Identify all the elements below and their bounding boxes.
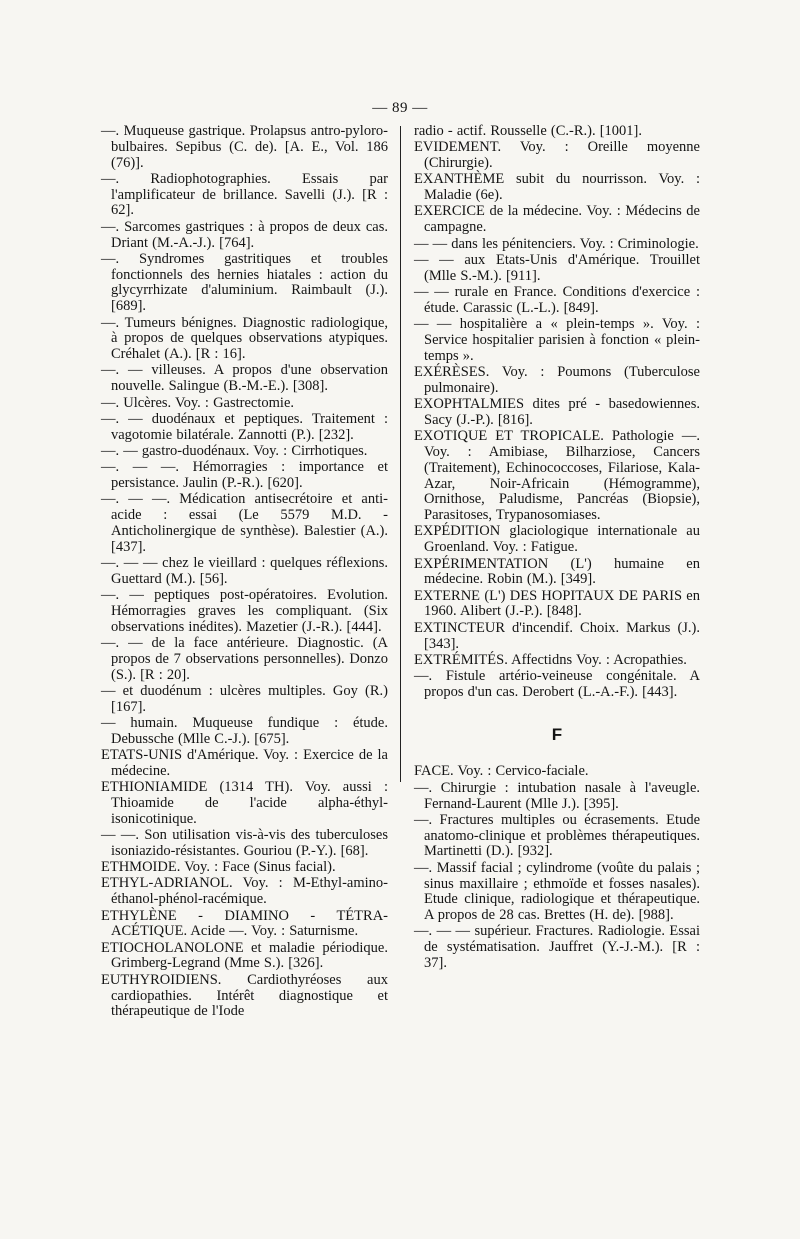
index-entry: EXPÉRIMENTATION (L') humaine en médecine. Robin (M.). [349].: [414, 555, 700, 588]
index-entry: ETHYL-ADRIANOL. Voy. : M-Ethyl-amino-éthanol-phénol-racémique.: [101, 875, 388, 908]
index-entry: ETHIONIAMIDE (1314 TH). Voy. aussi : Thioamide de l'acide alpha-éthyl-isonicotinique.: [101, 779, 388, 827]
index-entry: ETHMOIDE. Voy. : Face (Sinus facial).: [101, 859, 336, 876]
index-entry: —. — — chez le vieillard : quelques réflexions. Guettard (M.). [56].: [101, 555, 388, 587]
index-entry: — —. Son utilisation vis-à-vis des tuberculoses isoniazido-résistantes. Gouriou (P.-Y.). [68].: [101, 827, 388, 859]
page-number: — 89 —: [372, 100, 428, 116]
index-entry: EXOTIQUE ET TROPICALE. Pathologie —. Voy. : Amibiase, Bilharziose, Cancers (Traitement), Echinococcoses, Filariose, Kala-Azar, Noir-Africain (Hémogramme), Ornithose, Paludisme, Pancréas (Biopsie), Parasitoses, Trypanosomiases.: [414, 428, 700, 524]
index-entry: —. Muqueuse gastrique. Prolapsus antro-pyloro-bulbaires. Sepibus (C. de). [A. E., Vol. 186 (76)].: [101, 123, 388, 171]
index-entry: —. — —. Hémorragies : importance et persistance. Jaulin (P.-R.). [620].: [101, 459, 388, 492]
index-entry: ETHYLÈNE - DIAMINO - TÉTRA-ACÉTIQUE. Acide —. Voy. : Saturnisme.: [101, 907, 388, 940]
index-entry: EXANTHÈME subit du nourrisson. Voy. : Maladie (6e).: [414, 171, 700, 204]
index-entry: EXERCICE de la médecine. Voy. : Médecins de campagne.: [414, 203, 700, 236]
left-column: [101, 124, 388, 1021]
index-entry: — et duodénum : ulcères multiples. Goy (R.) [167].: [101, 682, 388, 715]
index-entry: —. Fractures multiples ou écrasements. Etude anatomo-clinique et problèmes thérapeutiques. Martinetti (D.). [932].: [414, 811, 700, 860]
index-entry: EXTINCTEUR d'incendif. Choix. Markus (J.). [343].: [414, 619, 700, 652]
index-entry: —. — villeuses. A propos d'une observation nouvelle. Salingue (B.-M.-E.). [308].: [101, 362, 388, 395]
index-entry: —. Radiophotographies. Essais par l'amplificateur de brillance. Savelli (J.). [R : 62].: [101, 170, 388, 219]
index-entry: EUTHYROIDIENS. Cardiothyréoses aux cardiopathies. Intérêt diagnostique et thérapeutique de l'Iode: [101, 971, 388, 1020]
index-entry: radio - actif. Rousselle (C.-R.). [1001].: [414, 123, 643, 139]
index-entry: — — rurale en France. Conditions d'exercice : étude. Carassic (L.-L.). [849].: [414, 283, 700, 316]
index-entry: ETATS-UNIS d'Amérique. Voy. : Exercice de la médecine.: [101, 747, 388, 779]
index-entry: FACE. Voy. : Cervico-faciale.: [414, 763, 589, 780]
index-entry: —. — de la face antérieure. Diagnostic. (A propos de 7 observations personnelles). Donzo (S.). [R : 20].: [101, 635, 388, 683]
index-entry: —. — — supérieur. Fractures. Radiologie. Essai de systématisation. Jauffret (Y.-J.-M.). [R : 37].: [414, 923, 700, 972]
index-entry: EXPÉDITION glaciologique internationale au Groenland. Voy. : Fatigue.: [414, 523, 700, 556]
index-entry: —. Tumeurs bénignes. Diagnostic radiologique, à propos de quelques observations atypiques. Créhalet (A.). [R : 16].: [101, 314, 388, 363]
index-entry: EVIDEMENT. Voy. : Oreille moyenne (Chirurgie).: [414, 139, 700, 172]
index-entry: EXÉRÈSES. Voy. : Poumons (Tuberculose pulmonaire).: [414, 363, 700, 396]
index-entry: — — aux Etats-Unis d'Amérique. Trouillet (Mlle S.-M.). [911].: [414, 251, 700, 284]
index-entry: — — dans les pénitenciers. Voy. : Criminologie.: [414, 235, 699, 252]
index-entry: —. — —. Médication antisecrétoire et anti-acide : essai (Le 5579 M.D. - Anticholinergique de synthèse). Balestier (A.). [437].: [101, 491, 388, 555]
section-letter-heading: F: [551, 724, 563, 744]
index-entry: —. Fistule artério-veineuse congénitale. A propos d'un cas. Derobert (L.-A.-F.). [443].: [414, 668, 700, 700]
index-entry: —. Massif facial ; cylindrome (voûte du palais ; sinus maxillaire ; ethmoïde et fosses nasales). Etude clinique, radiologique et thérapeutique. A propos de 28 cas. Brettes (H. de). [988].: [414, 859, 700, 924]
index-entry: —. Syndromes gastritiques et troubles fonctionnels des hernies hiatales : action du glycyrrhizate d'aluminium. Raimbault (J.). [689].: [101, 250, 388, 315]
column-divider: [400, 126, 401, 782]
index-entry: EXOPHTALMIES dites pré - basedowiennes. Sacy (J.-P.). [816].: [414, 396, 700, 428]
index-entry: —. Chirurgie : intubation nasale à l'aveugle. Fernand-Laurent (Mlle J.). [395].: [414, 779, 700, 812]
index-entry: EXTRÉMITÉS. Affectidns Voy. : Acropathies.: [414, 651, 687, 668]
index-entry: —. — duodénaux et peptiques. Traitement : vagotomie bilatérale. Zannotti (P.). [232].: [101, 410, 388, 443]
index-entry: —. — peptiques post-opératoires. Evolution. Hémorragies graves les compliquant. (Six observations inédites). Mazetier (J.-R.). [444].: [101, 587, 388, 635]
index-entry: — — hospitalière a « plein-temps ». Voy. : Service hospitalier parisien à fonction « plein-temps ».: [414, 316, 700, 364]
index-entry: —. Ulcères. Voy. : Gastrectomie.: [101, 394, 295, 411]
right-column: [414, 124, 700, 972]
index-entry: —. Sarcomes gastriques : à propos de deux cas. Driant (M.-A.-J.). [764].: [101, 218, 388, 251]
index-entry: — humain. Muqueuse fundique : étude. Debussche (Mlle C.-J.). [675].: [101, 714, 388, 747]
index-entry: ETIOCHOLANOLONE et maladie périodique. Grimberg-Legrand (Mme S.). [326].: [101, 939, 388, 972]
index-entry: —. — gastro-duodénaux. Voy. : Cirrhotiques.: [101, 442, 368, 459]
index-entry: EXTERNE (L') DES HOPITAUX DE PARIS en 1960. Alibert (J.-P.). [848].: [414, 587, 700, 620]
